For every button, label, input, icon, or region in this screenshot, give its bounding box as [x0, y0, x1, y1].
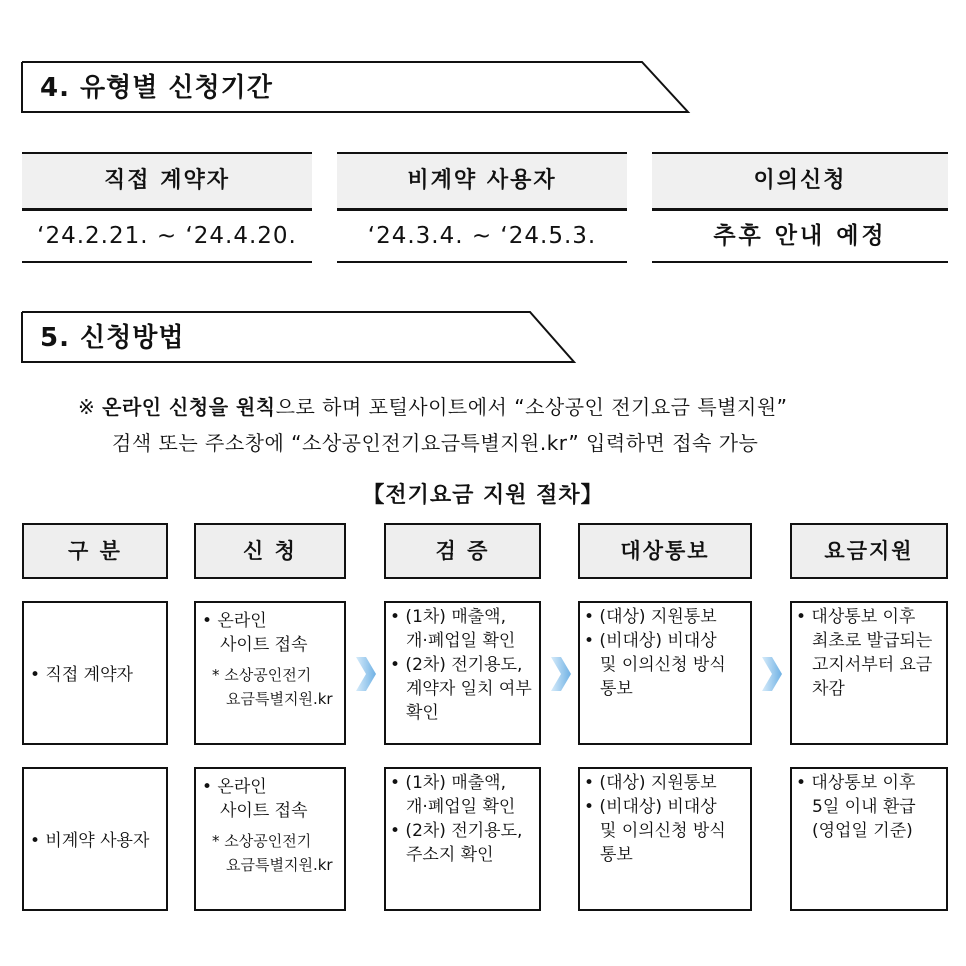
row-2-notify: • (대상) 지원통보 • (비대상) 비대상 및 이의신청 방식 통보: [578, 767, 752, 911]
row-2-verify: • (1차) 매출액, 개·폐업일 확인 • (2차) 전기용도, 주소지 확인: [384, 767, 541, 911]
period-non-contract: [337, 152, 627, 263]
notice-mark: ※: [78, 395, 96, 419]
flow-arrow-right-icon: [549, 655, 573, 693]
row-1-apply: • 온라인 사이트 접속 * 소상공인전기 요금특별지원.kr: [194, 601, 346, 745]
process-header-verify: 검 증: [384, 523, 541, 579]
section-4-heading: [22, 62, 692, 114]
row-2-apply: • 온라인 사이트 접속 * 소상공인전기 요금특별지원.kr: [194, 767, 346, 911]
category-label: • 직접 계약자: [30, 665, 133, 685]
flow-arrow-right-icon: [760, 655, 784, 693]
section-5-heading: [22, 312, 582, 364]
process-header-support: 요금지원: [790, 523, 948, 579]
row-1-support: • 대상통보 이후 최초로 발급되는 고지서부터 요금 차감: [790, 601, 948, 745]
period-value: ‘24.3.4. ~ ‘24.5.3.: [337, 211, 627, 263]
notice-bold: 온라인 신청을 원칙: [102, 395, 276, 419]
category-label: • 비계약 사용자: [30, 831, 150, 851]
period-header: 이의신청: [652, 152, 948, 211]
row-1-notify: • (대상) 지원통보 • (비대상) 비대상 및 이의신청 방식 통보: [578, 601, 752, 745]
period-value: 추후 안내 예정: [652, 211, 948, 263]
section-4-title: 4. 유형별 신청기간: [40, 73, 273, 103]
row-2-support: • 대상통보 이후 5일 이내 환급 (영업일 기준): [790, 767, 948, 911]
process-header-category: 구 분: [22, 523, 168, 579]
notice-line-2: 검색 또는 주소창에 “소상공인전기요금특별지원.kr” 입력하면 접속 가능: [112, 431, 759, 455]
process-header-notify: 대상통보: [578, 523, 752, 579]
period-direct: [22, 152, 312, 263]
row-2-category: [22, 767, 168, 911]
section-5-title: 5. 신청방법: [40, 323, 185, 353]
process-title: 【전기요금 지원 절차】: [362, 483, 604, 508]
process-header-apply: 신 청: [194, 523, 346, 579]
period-header: 직접 계약자: [22, 152, 312, 211]
period-header: 비계약 사용자: [337, 152, 627, 211]
notice-rest: 으로 하며 포털사이트에서 “소상공인 전기요금 특별지원”: [275, 395, 788, 419]
row-1-verify: • (1차) 매출액, 개·폐업일 확인 • (2차) 전기용도, 계약자 일치 여부 확인: [384, 601, 541, 745]
period-objection: [652, 152, 948, 263]
period-value: ‘24.2.21. ~ ‘24.4.20.: [22, 211, 312, 263]
notice-line-1: [78, 390, 788, 424]
flow-arrow-right-icon: [354, 655, 378, 693]
row-1-category: [22, 601, 168, 745]
